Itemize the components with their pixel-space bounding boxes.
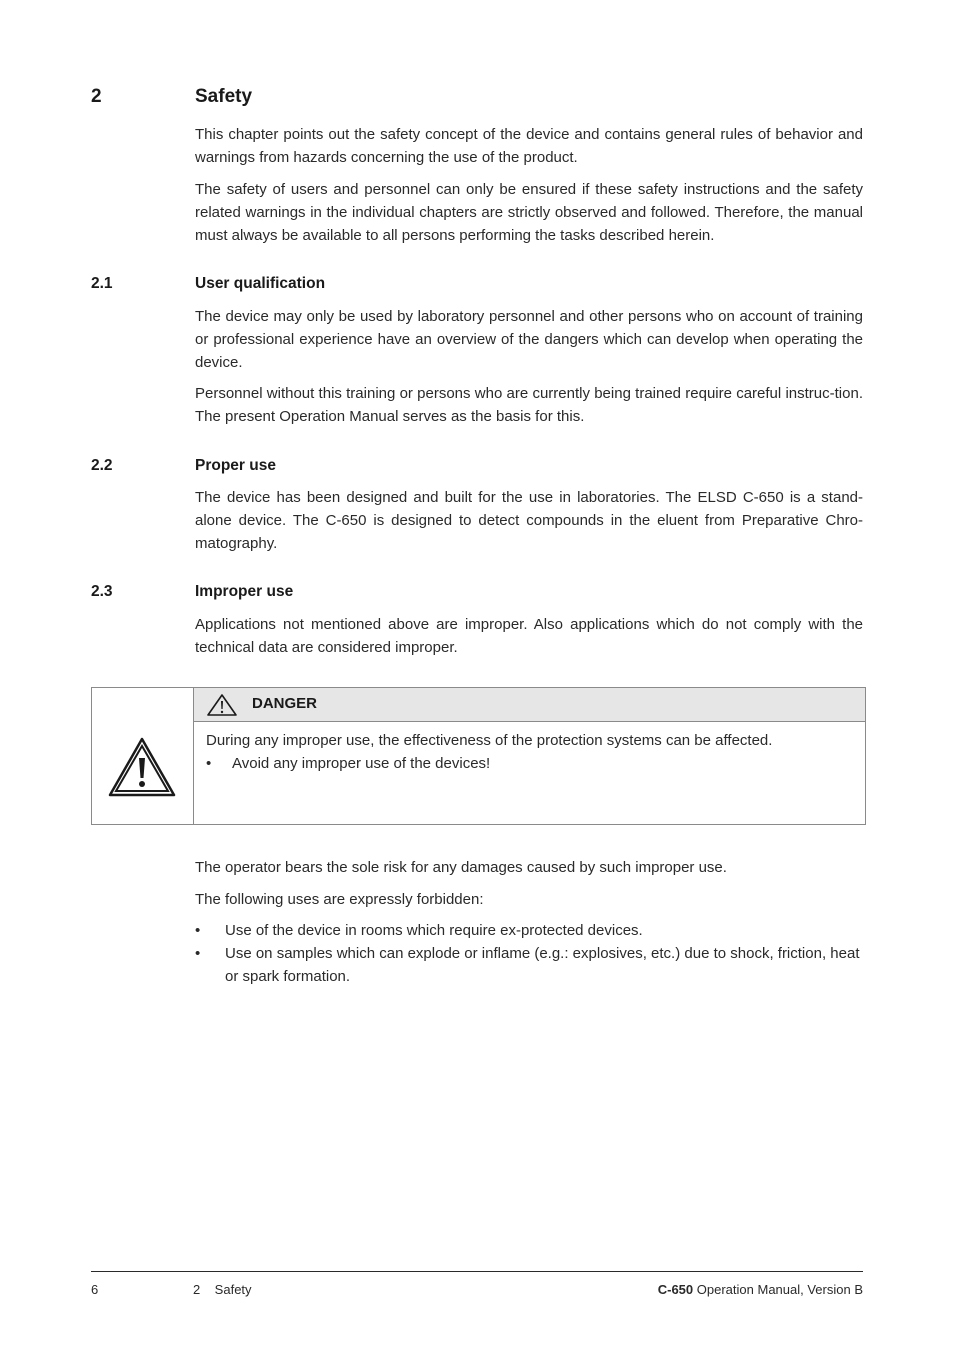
- operator-risk-paragraph: The operator bears the sole risk for any damages caused by such improper use.: [195, 859, 727, 876]
- danger-bullet-text: Avoid any improper use of the devices!: [232, 755, 491, 772]
- danger-header: [194, 688, 865, 722]
- page-number: 6: [91, 1282, 99, 1297]
- footer-manual: Operation Manual, Version B: [696, 1282, 863, 1297]
- section-title-proper-use: Proper use: [195, 457, 276, 474]
- section-paragraph: The device has been designed and built for the use in laboratories. The ELSD C-650 is a stand-alone device. The C-650 is designed to detect compounds in the eluent from Preparative Chro-matography.: [195, 489, 863, 552]
- bullet-marker: •: [206, 755, 212, 772]
- section-title-improper-use: Improper use: [195, 583, 294, 600]
- footer-product: C-650: [657, 1282, 694, 1297]
- bullet-marker: •: [195, 945, 201, 962]
- forbidden-uses-intro: The following uses are expressly forbidden:: [195, 891, 484, 908]
- chapter-title: Safety: [195, 86, 253, 107]
- section-number: 2.1: [91, 275, 113, 292]
- intro-paragraph: This chapter points out the safety concept of the device and contains general rules of behavior and warnings from hazards concerning the use of the product.: [195, 126, 863, 166]
- bullet-marker: •: [195, 922, 201, 939]
- section-title-user-qualification: User qualification: [195, 275, 326, 292]
- danger-icon-cell: [92, 688, 194, 824]
- danger-warning-box: [91, 687, 866, 825]
- small-warning-triangle-icon: [206, 693, 238, 717]
- section-number: 2.3: [91, 583, 113, 600]
- intro-paragraph: The safety of users and personnel can only be ensured if these safety instructions and the safety related warnings in the individual chapters are strictly observed and followed. Therefore, the manual must always be available to all persons performing the tasks described herein.: [195, 181, 863, 244]
- section-paragraph: Personnel without this training or persons who are currently being trained require careful instruc-tion. The present Operation Manual serves as the basis for this.: [195, 385, 863, 425]
- section-number: 2.2: [91, 457, 113, 474]
- footer-manual-title: [658, 1282, 863, 1297]
- footer-chapter-ref: 2 Safety: [193, 1282, 252, 1297]
- list-item: Use of the device in rooms which require ex-protected devices.: [225, 922, 643, 939]
- footer-divider: [91, 1271, 863, 1272]
- chapter-number: 2: [91, 86, 102, 107]
- danger-label: DANGER: [252, 695, 318, 712]
- section-paragraph: The device may only be used by laboratory personnel and other persons who on account of training or professional experience have an overview of the dangers which can develop when operating the device.: [195, 308, 863, 371]
- list-item: Use on samples which can explode or inflame (e.g.: explosives, etc.) due to shock, friction, heat or spark formation.: [225, 945, 860, 985]
- section-paragraph: Applications not mentioned above are improper. Also applications which do not comply with the technical data are considered improper.: [195, 616, 863, 656]
- warning-triangle-icon: [107, 736, 177, 798]
- danger-text: During any improper use, the effectiveness of the protection systems can be affected.: [206, 732, 773, 749]
